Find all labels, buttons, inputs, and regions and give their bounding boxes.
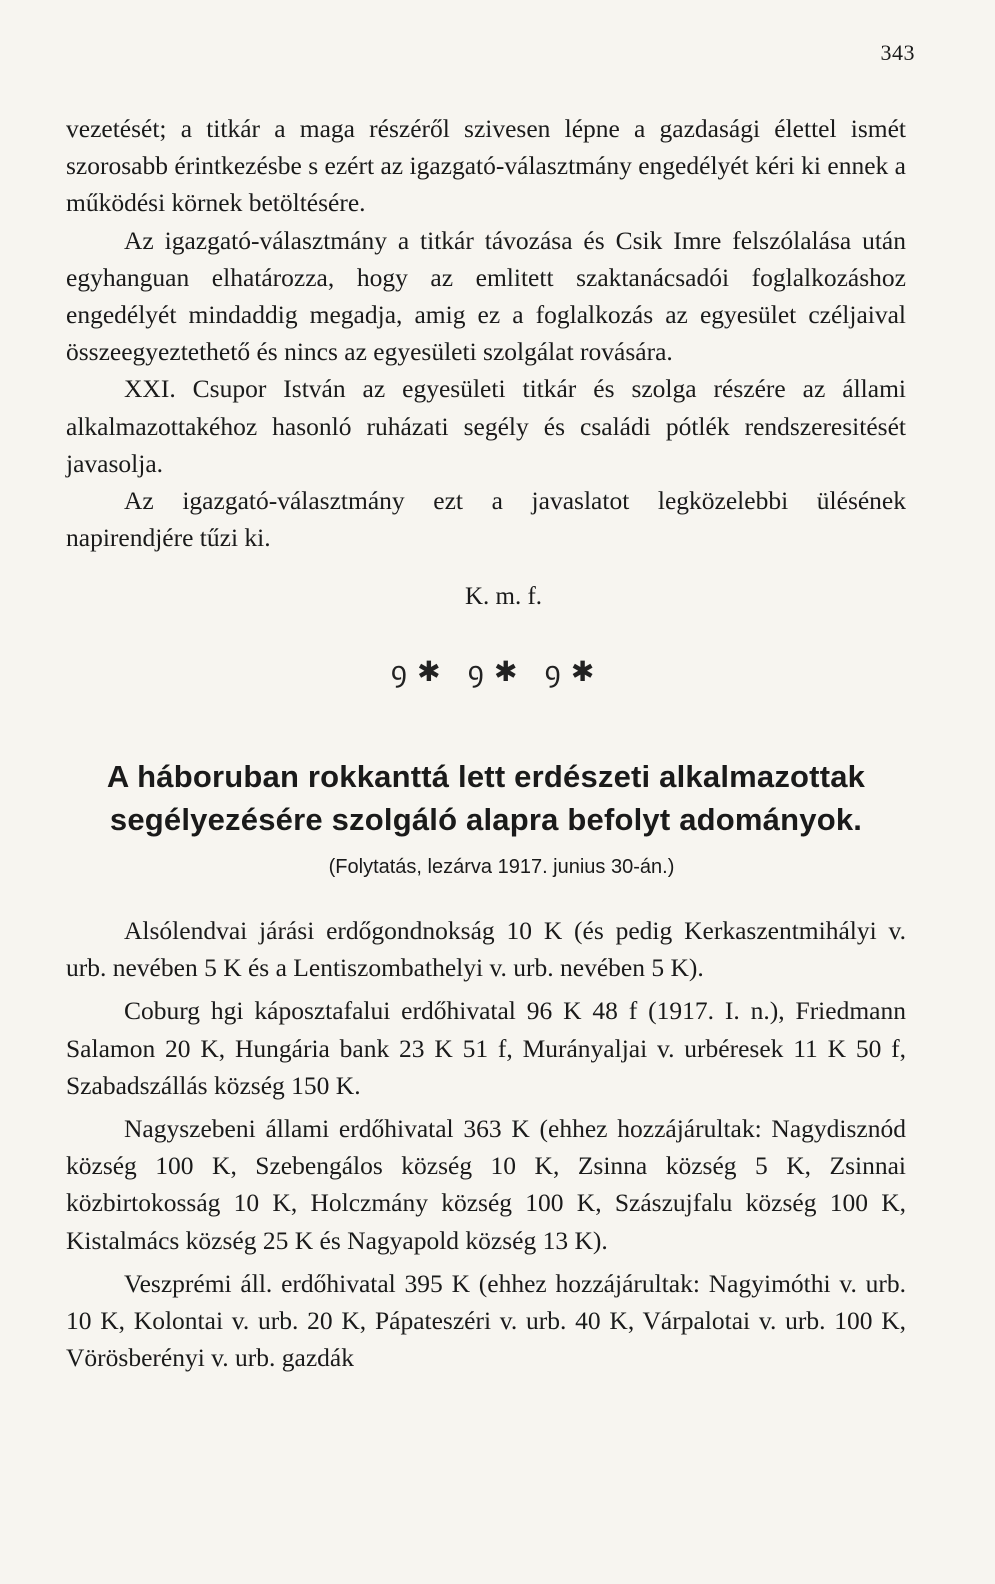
- paragraph: vezetését; a titkár a maga részéről szivesen lépne a gazdasági élettel ismét szorosabb érintkezésbe s ezért az igazgató-választmány engedélyét kéri ki ennek a működési körnek betöltésére.: [66, 114, 906, 218]
- section-heading: [66, 755, 906, 841]
- heading-line: segélyezésére szolgáló alapra befolyt adományok.: [109, 802, 863, 837]
- signoff: K. m. f.: [464, 583, 543, 610]
- paragraph: Coburg hgi káposztafalui erdőhivatal 96 K 48 f (1917. I. n.), Friedmann Salamon 20 K, Hungária bank 23 K 51 f, Murányaljai v. urbéresek 11 K 50 f, Szabadszállás község 150 K.: [66, 996, 906, 1100]
- bottom-text-block: [66, 912, 906, 1382]
- paragraph: Az igazgató-választmány ezt a javaslatot legközelebbi ülésének napirendjére tűzi ki.: [66, 486, 906, 553]
- paragraph: Veszprémi áll. erdőhivatal 395 K (ehhez hozzájárultak: Nagyimóthi v. urb. 10 K, Kolontai v. urb. 20 K, Pápateszéri v. urb. 40 K, Várpalotai v. urb. 100 K, Vörösberényi v. urb. gazdák: [66, 1268, 906, 1373]
- paragraph: Alsólendvai járási erdőgondnokság 10 K (és pedig Kerkaszentmihályi v. urb. nevében 5 K és a Lentiszombathelyi v. urb. nevében 5 K).: [66, 916, 906, 983]
- top-text-block: [66, 110, 906, 556]
- section-subheading: (Folytatás, lezárva 1917. junius 30-án.): [328, 856, 675, 878]
- page-number: 343: [880, 40, 915, 65]
- paragraph: Nagyszebeni állami erdőhivatal 363 K (ehhez hozzájárultak: Nagydisznód község 100 K, Szebengálos község 10 K, Zsinna község 5 K, Zsinnai közbirtokosság 10 K, Holczmány község 100 K, Szászujfalu község 100 K, Kistalmács község 25 K és Nagyapold község 13 K).: [66, 1114, 906, 1255]
- heading-line: A háboruban rokkanttá lett erdészeti alkalmazottak: [106, 759, 866, 794]
- paragraph: XXI. Csupor István az egyesületi titkár és szolga részére az állami alkalmazottakéhoz hasonló ruházati segély és családi pótlék rendszeresitését javasolja.: [66, 374, 906, 478]
- ornament-divider: ꝯ✱ ꝯ✱ ꝯ✱: [390, 657, 605, 688]
- paragraph: Az igazgató-választmány a titkár távozása és Csik Imre felszólalása után egyhanguan elhatározza, hogy az emlitett szaktanácsadói foglalkozáshoz engedélyét mindaddig megadja, amig ez a foglalkozás az egyesület czéljaival összeegyeztethető és nincs az egyesületi szolgálat rovására.: [66, 225, 906, 367]
